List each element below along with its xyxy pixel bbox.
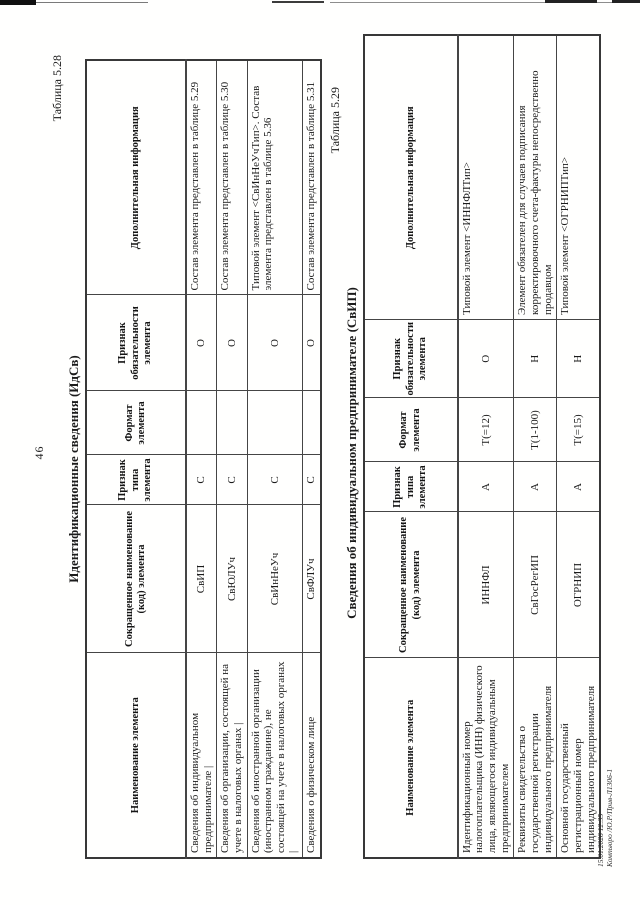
- cell-format: Т(1-100): [514, 398, 557, 462]
- col-header-info: Дополнительная информация: [86, 60, 186, 295]
- cell-type: С: [186, 455, 217, 505]
- cell-mandatory: О: [458, 319, 514, 398]
- cell-name: Сведения об иностранной организации (иностранном гражданине), не состоящей на учете в налоговых органах |: [247, 653, 303, 858]
- cell-mandatory: Н: [514, 319, 557, 398]
- table-row: [557, 35, 600, 858]
- cell-type: А: [514, 462, 557, 512]
- cell-format: [186, 391, 217, 455]
- cell-format: [303, 391, 321, 455]
- table-row: [514, 35, 557, 858]
- cell-name: Идентификационный номер налогоплательщика (ИНН) физического лица, являющегося индивидуальным предпринимателем: [458, 658, 514, 858]
- cell-info: Типовой элемент <ИННФЛТип>: [458, 35, 514, 319]
- col-header-type: Признак типа элемента: [86, 455, 186, 505]
- cell-name: Основной государственный регистрационный номер индивидуального предпринимателя: [557, 658, 600, 858]
- print-footer: [596, 769, 615, 867]
- table-caption-5-29: Таблица 5.29: [327, 87, 342, 154]
- table-row: [186, 60, 217, 858]
- cell-info: Типовой элемент <СвИнНеУчТип>. Состав элемента представлен в таблице 5.36: [247, 60, 303, 295]
- cell-format: Т(=12): [458, 398, 514, 462]
- cell-type: С: [303, 455, 321, 505]
- table-row: [217, 60, 247, 858]
- cell-code: СвИнНеУч: [247, 505, 303, 653]
- cell-name: Сведения об индивидуальном предпринимателе |: [186, 653, 217, 858]
- col-header-code: Сокращенное наименование (код) элемента: [86, 505, 186, 653]
- cell-format: Т(=15): [557, 398, 600, 462]
- table-5-29: [363, 34, 601, 859]
- cell-mandatory: Н: [557, 319, 600, 398]
- cell-code: ИННФЛ: [458, 512, 514, 658]
- table-row: [247, 60, 303, 858]
- table-caption-5-28: Таблица 5.28: [50, 55, 64, 122]
- table-5-28: [85, 59, 322, 859]
- col-header-info: Дополнительная информация: [364, 35, 458, 319]
- table-row: [303, 60, 321, 858]
- cell-name: Сведения об организации, состоящей на учете в налоговых органах |: [217, 653, 247, 858]
- cell-type: С: [247, 455, 303, 505]
- col-header-format: Формат элемента: [86, 391, 186, 455]
- cell-mandatory: О: [247, 295, 303, 391]
- cell-mandatory: О: [186, 295, 217, 391]
- col-header-mandatory: Признак обязательности элемента: [86, 295, 186, 391]
- col-header-name: Наименование элемента: [86, 653, 186, 858]
- col-header-mandatory: Признак обязательности элемента: [364, 319, 458, 398]
- col-header-name: Наименование элемента: [364, 658, 458, 858]
- cell-mandatory: О: [303, 295, 321, 391]
- header-row: [86, 60, 186, 858]
- table-title-5-28: Идентификационные сведения (ИдСв): [66, 355, 81, 583]
- cell-type: А: [557, 462, 600, 512]
- cell-code: СвИП: [186, 505, 217, 653]
- page-number: 46: [32, 445, 46, 460]
- col-header-format: Формат элемента: [364, 398, 458, 462]
- footer-timestamp: 15.01.2026 12:35: [596, 813, 605, 867]
- cell-format: [217, 391, 247, 455]
- cell-type: А: [458, 462, 514, 512]
- cell-info: Состав элемента представлен в таблице 5.30: [217, 60, 247, 295]
- cell-code: СвФЛУч: [303, 505, 321, 653]
- cell-code: ОГРНИП: [557, 512, 600, 658]
- cell-info: Типовой элемент <ОГРНИПТип>: [557, 35, 600, 319]
- cell-name: Сведения о физическом лице: [303, 653, 321, 858]
- cell-info: Состав элемента представлен в таблице 5.29: [186, 60, 217, 295]
- col-header-type: Признак типа элемента: [364, 462, 458, 512]
- cell-type: С: [217, 455, 247, 505]
- cell-info: Элемент обязателен для случаев подписания корректировочного счета-фактуры непосредственно продавцом: [514, 35, 557, 319]
- header-row: [364, 35, 458, 858]
- table-title-5-29: Сведения об индивидуальном предпринимателе (СвИП): [343, 287, 359, 619]
- cell-code: СвЮЛУч: [217, 505, 247, 653]
- col-header-code: Сокращенное наименование (код) элемента: [364, 512, 458, 658]
- cell-code: СвГосРегИП: [514, 512, 557, 658]
- footer-document-ref: Компьюро /Ю.Р/Прив-Л1306-1: [605, 768, 615, 867]
- table-row: [458, 35, 514, 858]
- cell-info: Состав элемента представлен в таблице 5.31: [303, 60, 321, 295]
- cell-mandatory: О: [217, 295, 247, 391]
- cell-format: [247, 391, 303, 455]
- cell-name: Реквизиты свидетельства о государственной регистрации индивидуального предпринимателя: [514, 658, 557, 858]
